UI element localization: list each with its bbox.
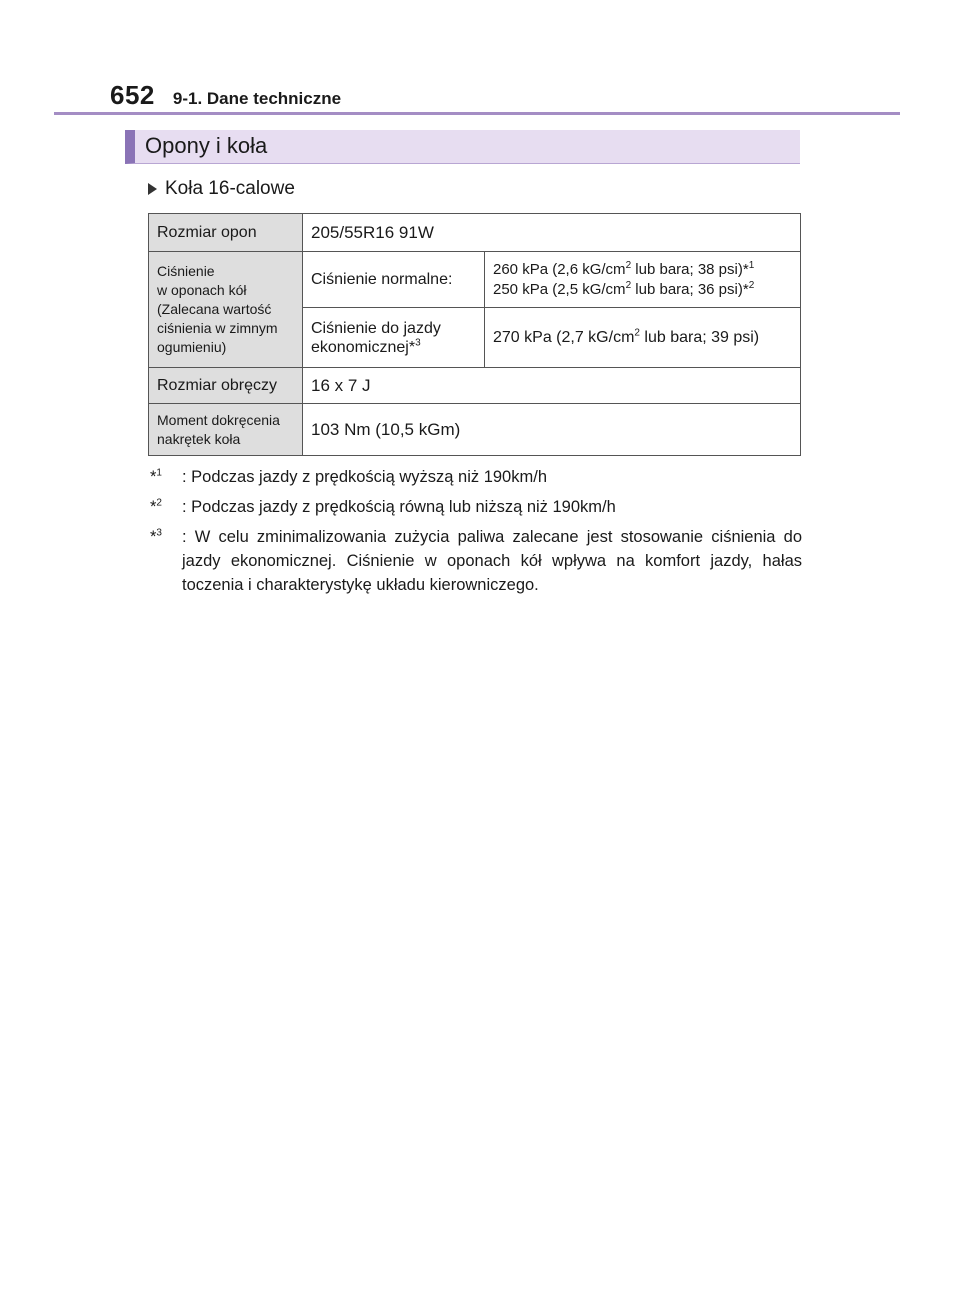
- tire-spec-table: [148, 213, 801, 456]
- footnote-2: [150, 495, 802, 519]
- tire-size-value: 205/55R16 91W: [303, 214, 801, 252]
- footnote-number: 2: [156, 497, 162, 509]
- table-row: [149, 404, 801, 456]
- normal-pressure-label: Ciśnienie normalne:: [303, 252, 485, 308]
- table-row: [149, 368, 801, 404]
- asterisk: *: [150, 528, 157, 546]
- section-title: Opony i koła: [145, 133, 268, 158]
- footnote-ref: 3: [415, 337, 421, 349]
- footnote-text: : Podczas jazdy z prędkością równą lub niższą niż 190km/h: [182, 498, 616, 516]
- value-text: lub bara; 39 psi): [639, 328, 760, 346]
- superscript: 2: [625, 259, 632, 271]
- torque-label: Moment dokręcenia nakrętek koła: [149, 404, 303, 456]
- eco-pressure-value: [485, 308, 801, 368]
- footnote-mark: [150, 465, 182, 489]
- page-number: 652: [110, 80, 155, 110]
- torque-value: 103 Nm (10,5 kGm): [303, 404, 801, 456]
- normal-pressure-value-2: [493, 280, 792, 300]
- page-header: [110, 80, 341, 111]
- footnote-ref: 2: [748, 279, 755, 291]
- header-rule: [54, 112, 900, 115]
- eco-pressure-label: [303, 308, 485, 368]
- footnote-3: [150, 525, 802, 597]
- superscript: 2: [634, 327, 640, 339]
- value-text: 270 kPa (2,7 kG/cm: [493, 328, 635, 346]
- footnote-mark: [150, 525, 182, 597]
- triangle-bullet-icon: [148, 183, 157, 195]
- value-text: 250 kPa (2,5 kG/cm: [493, 280, 626, 298]
- pressure-label: [149, 252, 303, 368]
- tire-size-label: Rozmiar opon: [149, 214, 303, 252]
- rim-size-label: Rozmiar obręczy: [149, 368, 303, 404]
- chapter-title: 9-1. Dane techniczne: [172, 89, 342, 108]
- rim-size-value: 16 x 7 J: [303, 368, 801, 404]
- footnote-text: : W celu zminimalizowania zużycia paliwa zalecane jest stosowanie ciśnienia do jazdy ekonomicznej. Ciśnienie w oponach kół wpływa na komfort jazdy, hałas toczenia i charakterystykę układu kierowniczego.: [182, 528, 802, 594]
- value-text: lub bara; 36 psi)*: [631, 280, 749, 298]
- superscript: 2: [625, 279, 632, 291]
- table-row: [149, 214, 801, 252]
- table-row: [149, 252, 801, 308]
- footnote-1: [150, 465, 802, 489]
- value-text: Ciśnienie do jazdy ekonomicznej*: [311, 319, 441, 356]
- asterisk: *: [150, 498, 157, 516]
- subheading: [148, 178, 295, 200]
- normal-pressure-values: [485, 252, 801, 308]
- asterisk: *: [150, 468, 157, 486]
- pressure-label-text: Ciśnienie w oponach kół (Zalecana wartość ciśnienia w zimnym ogumieniu): [157, 263, 278, 355]
- value-text: lub bara; 38 psi)*: [631, 260, 749, 278]
- subheading-text: Koła 16-calowe: [165, 178, 295, 199]
- footnotes: [150, 465, 802, 603]
- section-title-bar: [125, 130, 800, 164]
- footnote-number: 1: [156, 467, 162, 479]
- value-text: 260 kPa (2,6 kG/cm: [493, 260, 626, 278]
- footnote-mark: [150, 495, 182, 519]
- footnote-number: 3: [156, 527, 162, 539]
- normal-pressure-value-1: [493, 260, 792, 280]
- footnote-text: : Podczas jazdy z prędkością wyższą niż 190km/h: [182, 468, 547, 486]
- footnote-ref: 1: [748, 259, 755, 271]
